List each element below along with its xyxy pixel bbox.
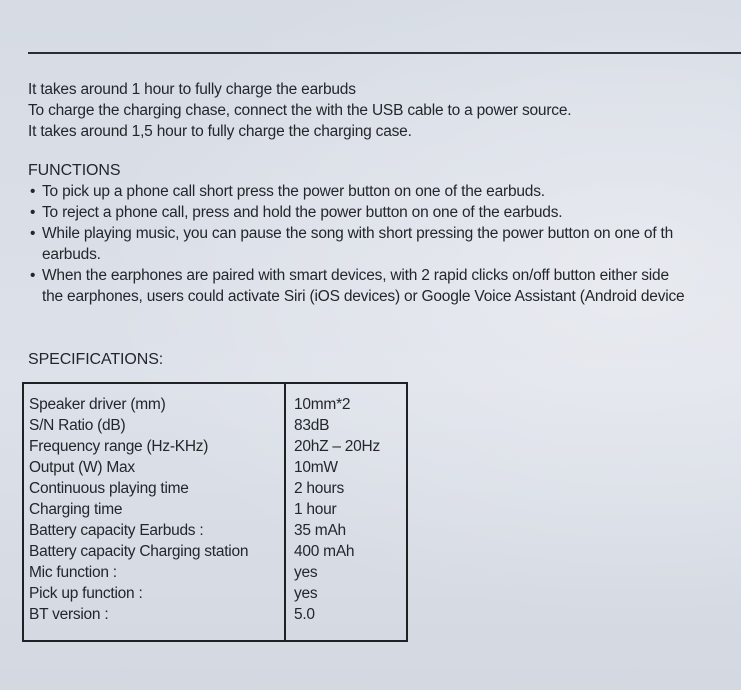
function-item bbox=[30, 202, 741, 223]
function-item bbox=[30, 181, 741, 202]
spec-row bbox=[24, 604, 406, 625]
spec-label: Charging time bbox=[29, 501, 123, 518]
spec-label: Frequency range (Hz-KHz) bbox=[29, 438, 209, 455]
specifications-table bbox=[22, 382, 408, 642]
spec-value: yes bbox=[294, 585, 318, 602]
spec-label: Battery capacity Earbuds : bbox=[29, 522, 204, 539]
intro-line: To charge the charging chase, connect the with the USB cable to a power source. bbox=[28, 102, 572, 119]
spec-value: 20hZ – 20Hz bbox=[294, 438, 380, 455]
function-text: To reject a phone call, press and hold the power button on one of the earbuds. bbox=[42, 204, 563, 221]
specifications-heading: SPECIFICATIONS: bbox=[28, 351, 164, 368]
spec-label: BT version : bbox=[29, 606, 109, 623]
spec-label: Output (W) Max bbox=[29, 459, 135, 476]
spec-value: 1 hour bbox=[294, 501, 337, 518]
function-text: the earphones, users could activate Siri (iOS devices) or Google Voice Assistant (Android device bbox=[42, 288, 685, 305]
bullet-icon: • bbox=[30, 267, 36, 284]
spec-label: Battery capacity Charging station bbox=[29, 543, 249, 560]
charging-instructions bbox=[28, 79, 571, 142]
spec-value: 10mm*2 bbox=[294, 396, 351, 413]
spec-value: 2 hours bbox=[294, 480, 344, 497]
function-text: earbuds. bbox=[42, 246, 101, 263]
spec-row bbox=[24, 562, 406, 583]
spec-row bbox=[24, 541, 406, 562]
spec-value: 83dB bbox=[294, 417, 330, 434]
spec-row bbox=[24, 394, 406, 415]
intro-line: It takes around 1 hour to fully charge the earbuds bbox=[28, 81, 356, 98]
spec-label: S/N Ratio (dB) bbox=[29, 417, 126, 434]
spec-value: 400 mAh bbox=[294, 543, 355, 560]
bullet-icon: • bbox=[30, 183, 36, 200]
function-item bbox=[30, 223, 741, 265]
spec-row bbox=[24, 499, 406, 520]
function-text: While playing music, you can pause the song with short pressing the power button on one of th bbox=[42, 225, 674, 242]
spec-label: Continuous playing time bbox=[29, 480, 189, 497]
function-item bbox=[30, 265, 741, 307]
spec-label: Pick up function : bbox=[29, 585, 143, 602]
top-divider bbox=[28, 52, 741, 54]
intro-line: It takes around 1,5 hour to fully charge the charging case. bbox=[28, 123, 412, 140]
spec-value: yes bbox=[294, 564, 318, 581]
spec-row bbox=[24, 457, 406, 478]
spec-row bbox=[24, 583, 406, 604]
spec-label: Speaker driver (mm) bbox=[29, 396, 166, 413]
spec-row bbox=[24, 415, 406, 436]
spec-value: 35 mAh bbox=[294, 522, 346, 539]
spec-row bbox=[24, 478, 406, 499]
bullet-icon: • bbox=[30, 225, 36, 242]
spec-value: 10mW bbox=[294, 459, 338, 476]
bullet-icon: • bbox=[30, 204, 36, 221]
spec-row bbox=[24, 436, 406, 457]
function-text: To pick up a phone call short press the power button on one of the earbuds. bbox=[42, 183, 545, 200]
spec-row bbox=[24, 520, 406, 541]
spec-label: Mic function : bbox=[29, 564, 117, 581]
functions-heading: FUNCTIONS bbox=[28, 162, 121, 179]
spec-value: 5.0 bbox=[294, 606, 315, 623]
function-text: When the earphones are paired with smart devices, with 2 rapid clicks on/off button either side bbox=[42, 267, 669, 284]
functions-list bbox=[30, 181, 741, 307]
